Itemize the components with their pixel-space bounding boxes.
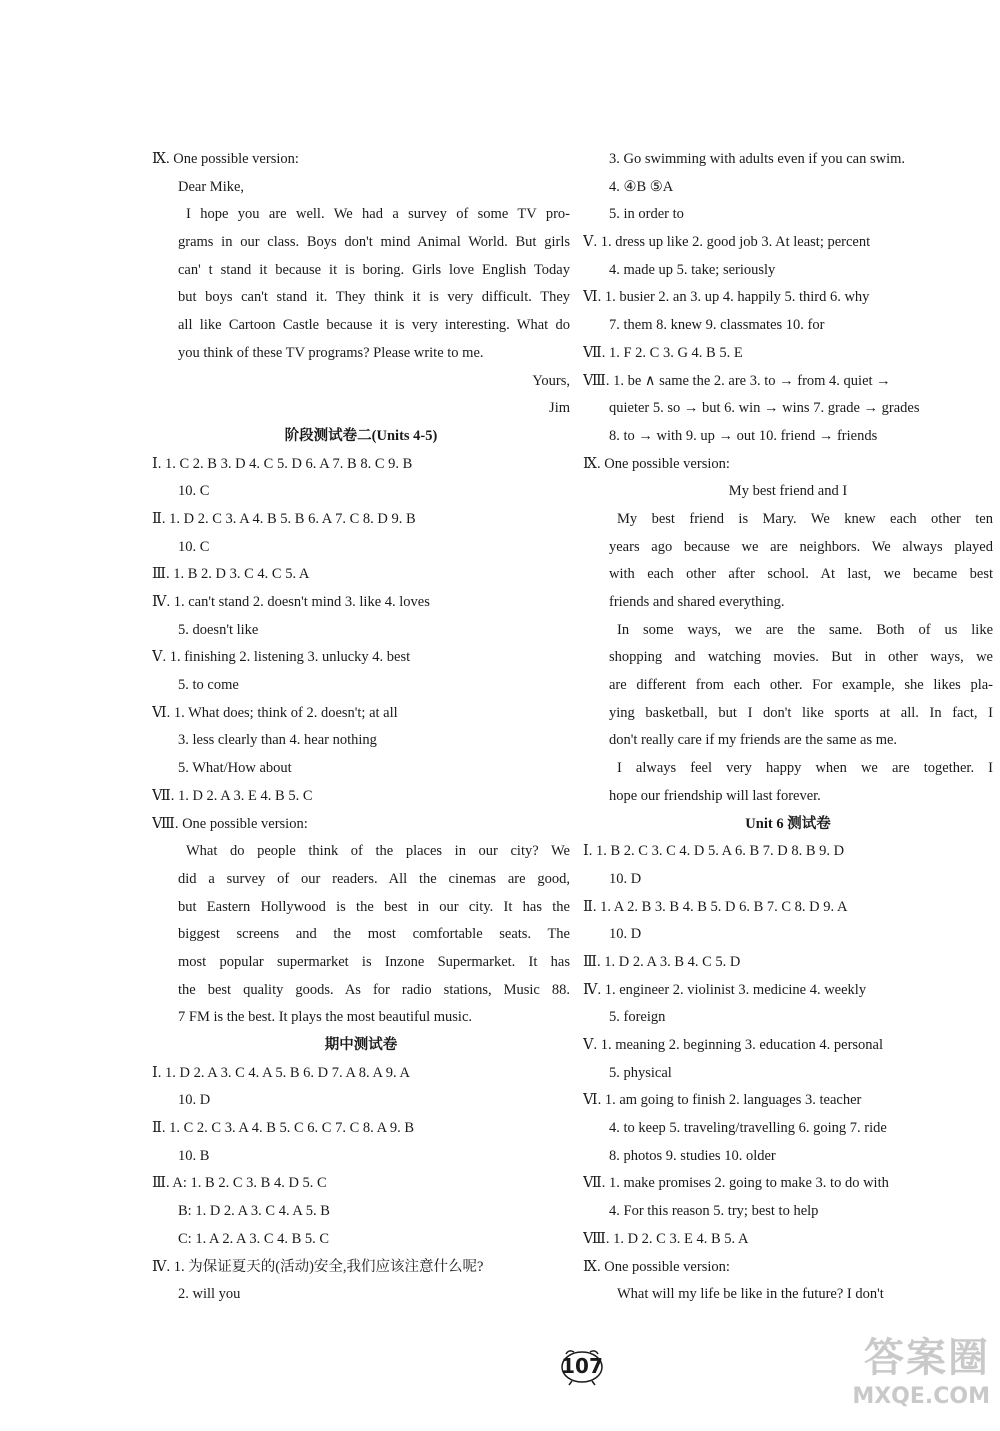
unit6-title: Unit 6 测试卷 xyxy=(745,815,831,832)
essay-line: What do people think of the places in our city? We xyxy=(186,843,570,860)
answer-line: 5. physical xyxy=(609,1064,672,1081)
answer-line: 5. doesn't like xyxy=(178,621,259,638)
answer-line: Ⅷ. 1. D 2. C 3. E 4. B 5. A xyxy=(583,1230,749,1247)
letter-signature: Jim xyxy=(549,400,570,417)
answer-line: 10. C xyxy=(178,483,210,500)
essay-line: most popular supermarket is Inzone Supermarket. It has xyxy=(178,953,570,970)
essay-line: are different from each other. For example, she likes pla- xyxy=(609,677,993,694)
letter-line: can' t stand it because it is boring. Girls love English Today xyxy=(178,261,570,278)
answer-line: 5. foreign xyxy=(609,1009,666,1026)
section-9-heading: Ⅸ. One possible version: xyxy=(152,151,299,167)
answer-line: C: 1. A 2. A 3. C 4. B 5. C xyxy=(178,1230,330,1247)
watermark-logo: 答案圈 xyxy=(864,1335,990,1381)
answer-line: Ⅵ. 1. busier 2. an 3. up 4. happily 5. third 6. why xyxy=(583,289,870,306)
essay-line: friends and shared everything. xyxy=(609,594,785,610)
essay-line: but Eastern Hollywood is the best in our city. It has the xyxy=(178,898,570,915)
answer-line: 4. For this reason 5. try; best to help xyxy=(609,1203,819,1220)
watermark xyxy=(820,1332,990,1422)
letter-line: but boys can't stand it. They think it is very difficult. They xyxy=(178,289,570,306)
answer-line: Ⅳ. 1. can't stand 2. doesn't mind 3. like 4. loves xyxy=(152,594,430,610)
essay-line: My best friend is Mary. We knew each other ten xyxy=(617,510,993,527)
letter-greeting: Dear Mike, xyxy=(178,178,245,195)
answer-line: Ⅱ. 1. C 2. C 3. A 4. B 5. C 6. C 7. C 8. A 9. B xyxy=(152,1120,415,1137)
answer-line: quieter 5. so → but 6. win → wins 7. grade → grades xyxy=(609,400,920,417)
answer-line: Ⅰ. 1. D 2. A 3. C 4. A 5. B 6. D 7. A 8. A 9. A xyxy=(152,1064,410,1081)
answer-line: 4. to keep 5. traveling/travelling 6. going 7. ride xyxy=(609,1120,887,1137)
answer-line: 10. D xyxy=(178,1092,211,1109)
watermark-url: MXQE.COM xyxy=(852,1384,990,1409)
essay-line: biggest screens and the most comfortable seats. The xyxy=(178,926,570,943)
answer-line: 4. ④B ⑤A xyxy=(609,178,674,195)
answer-line: Ⅲ. A: 1. B 2. C 3. B 4. D 5. C xyxy=(152,1175,327,1192)
answer-line: Ⅵ. 1. am going to finish 2. languages 3. teacher xyxy=(583,1092,862,1109)
answer-line: Ⅱ. 1. D 2. C 3. A 4. B 5. B 6. A 7. C 8. D 9. B xyxy=(152,510,416,527)
essay-line: 7 FM is the best. It plays the most beautiful music. xyxy=(178,1009,473,1026)
essay-line: the best quality goods. As for radio stations, Music 88. xyxy=(178,981,570,998)
answer-line: 3. less clearly than 4. hear nothing xyxy=(178,732,377,749)
midterm-title: 期中测试卷 xyxy=(324,1037,398,1053)
answer-line: Ⅸ. One possible version: xyxy=(583,455,730,472)
answer-line: Ⅸ. One possible version: xyxy=(583,1258,730,1275)
essay-line: don't really care if my friends are the same as me. xyxy=(609,732,898,749)
answer-line: Ⅶ. 1. D 2. A 3. E 4. B 5. C xyxy=(152,787,313,804)
right-column xyxy=(583,146,993,1309)
answer-line: 10. C xyxy=(178,538,210,555)
answer-line: 5. to come xyxy=(178,677,239,694)
essay-line: In some ways, we are the same. Both of us like xyxy=(617,621,993,638)
essay-line: shopping and watching movies. But in other ways, we xyxy=(609,649,993,666)
answer-line: 10. B xyxy=(178,1147,210,1164)
answer-line: Ⅳ. 1. engineer 2. violinist 3. medicine 4. weekly xyxy=(583,981,867,998)
answer-line: 7. them 8. knew 9. classmates 10. for xyxy=(609,317,825,334)
answer-line: Ⅴ. 1. meaning 2. beginning 3. education 4. personal xyxy=(583,1037,884,1053)
answer-line: Ⅰ. 1. B 2. C 3. C 4. D 5. A 6. B 7. D 8. B 9. D xyxy=(583,843,845,860)
page-number xyxy=(558,1346,606,1386)
essay-line: years ago because we are neighbors. We always played xyxy=(609,538,993,555)
essay-line: What will my life be like in the future? I don't xyxy=(617,1286,884,1303)
answer-line: Ⅶ. 1. make promises 2. going to make 3. to do with xyxy=(583,1175,889,1192)
letter-line: I hope you are well. We had a survey of some TV pro- xyxy=(186,206,570,223)
stage-test-2-title: 阶段测试卷二(Units 4-5) xyxy=(284,427,438,444)
answer-line: Ⅲ. 1. B 2. D 3. C 4. C 5. A xyxy=(152,566,310,583)
answer-line: Ⅵ. 1. What does; think of 2. doesn't; at all xyxy=(152,704,398,721)
answer-line: 8. to → with 9. up → out 10. friend → friends xyxy=(609,427,878,444)
letter-line: you think of these TV programs? Please write to me. xyxy=(178,344,484,361)
answer-line: Ⅴ. 1. finishing 2. listening 3. unlucky 4. best xyxy=(152,649,411,666)
answer-line: 5. What/How about xyxy=(178,760,292,777)
answer-line: Ⅶ. 1. F 2. C 3. G 4. B 5. E xyxy=(583,344,743,361)
essay-line: ying basketball, but I don't like sports at all. In fact, I xyxy=(609,704,993,721)
answer-line: 4. made up 5. take; seriously xyxy=(609,261,776,278)
answer-line: B: 1. D 2. A 3. C 4. A 5. B xyxy=(178,1203,330,1220)
answer-line: 10. D xyxy=(609,870,642,887)
answer-line: Ⅳ. 1. 为保证夏天的(活动)安全,我们应该注意什么呢? xyxy=(152,1258,484,1275)
page-number-text: 107 xyxy=(561,1354,603,1378)
letter-line: all like Cartoon Castle because it is very interesting. What do xyxy=(178,317,570,334)
essay-line: hope our friendship will last forever. xyxy=(609,787,821,804)
left-column xyxy=(152,146,570,1309)
answer-line: Ⅰ. 1. C 2. B 3. D 4. C 5. D 6. A 7. B 8. C 9. B xyxy=(152,455,413,472)
answer-line: 3. Go swimming with adults even if you can swim. xyxy=(609,151,906,167)
answer-line: 2. will you xyxy=(178,1286,241,1303)
essay-line: I always feel very happy when we are together. I xyxy=(617,760,993,777)
essay-line: with each other after school. At last, we became best xyxy=(609,566,993,583)
answer-line: 10. D xyxy=(609,926,642,943)
answer-line: 8. photos 9. studies 10. older xyxy=(609,1147,776,1164)
answer-line: 5. in order to xyxy=(609,206,684,223)
essay-line: did a survey of our readers. All the cinemas are good, xyxy=(178,870,570,887)
answer-line: Ⅱ. 1. A 2. B 3. B 4. B 5. D 6. B 7. C 8. D 9. A xyxy=(583,898,848,915)
letter-closing: Yours, xyxy=(532,372,570,389)
letter-line: grams in our class. Boys don't mind Animal World. But girls xyxy=(178,234,570,251)
answer-line: Ⅲ. 1. D 2. A 3. B 4. C 5. D xyxy=(583,953,741,970)
answer-line: Ⅷ. One possible version: xyxy=(152,815,308,832)
answer-line: Ⅷ. 1. be ∧ same the 2. are 3. to → from 4. quiet → xyxy=(583,372,891,389)
answer-line: Ⅴ. 1. dress up like 2. good job 3. At least; percent xyxy=(583,234,871,251)
essay-title: My best friend and I xyxy=(728,483,848,500)
